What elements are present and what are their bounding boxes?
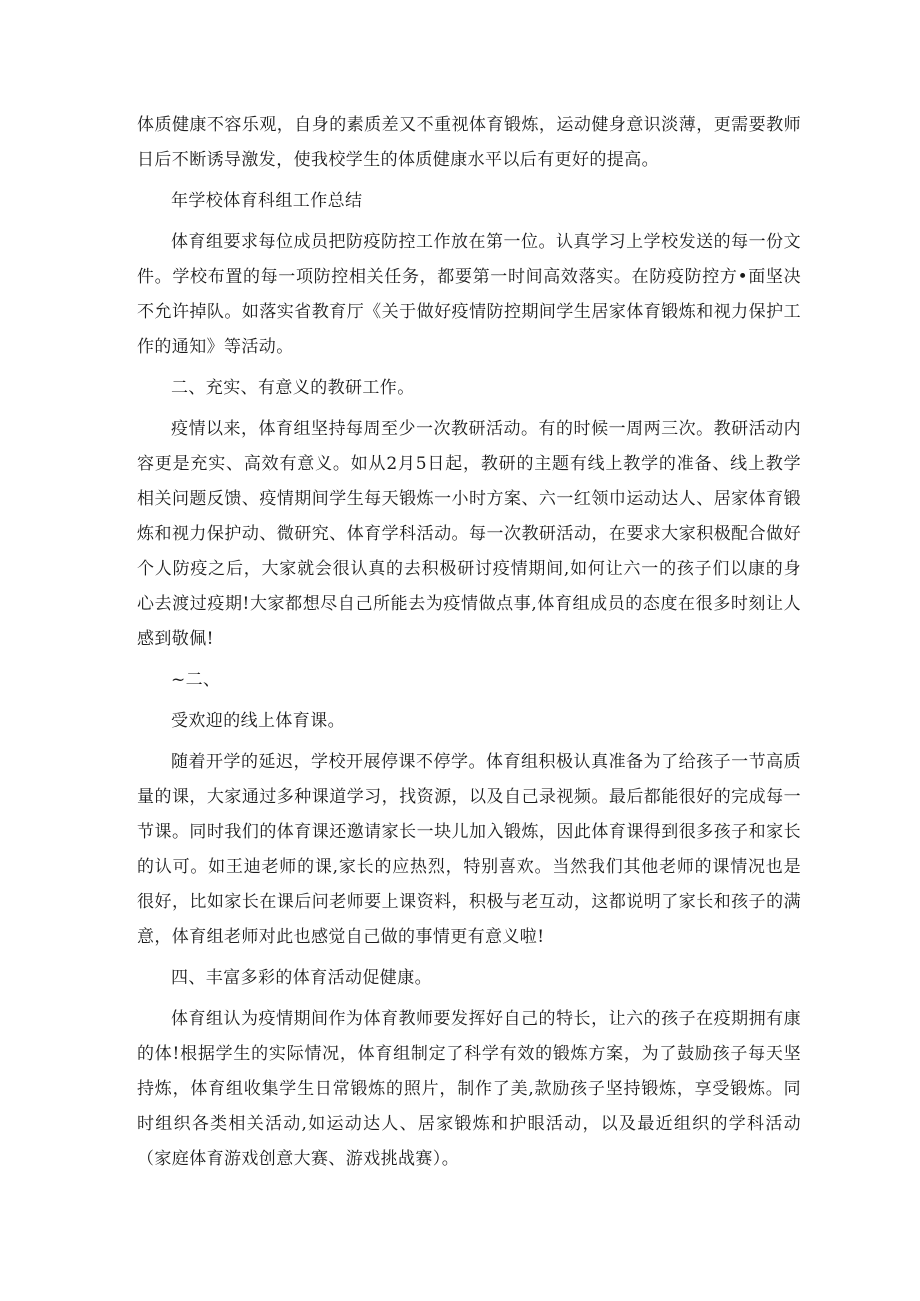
- paragraph-continuation: 体质健康不容乐观，自身的素质差又不重视体育锻炼，运动健身意识淡薄，更需要教师日后不断诱导激发，使我校学生的体质健康水平以后有更好的提高。: [137, 115, 801, 170]
- paragraph-online-class: 随着开学的延迟，学校开展停课不停学。体育组积极认真准备为了给孩子一节高质量的课，大家通过多种课道学习，找资源，以及自己录视频。最后都能很好的完成每一节课。同时我们的体育课还邀请家长一块儿加入锻炼，因此体育课得到很多孩子和家长的认可。如王迪老师的课,家长的应热烈，特别喜欢。当然我们其他老师的课情况也是很好，比如家长在课后问老师要上课资料，积极与老互动，这都说明了家长和孩子的满意，体育组老师对此也感觉自己做的事情更有意义啦!: [137, 752, 801, 947]
- document-body: [137, 108, 801, 1183]
- paragraph-activities: 体育组认为疫情期间作为体育教师要发挥好自己的特长，让六的孩子在疫期拥有康的体!根据学生的实际情况，体育组制定了科学有效的锻炼方案，为了鼓励孩子每天坚持炼，体育组收集学生日常锻炼的照片，制作了美,款励孩子坚持锻炼，享受锻炼。同时组织各类相关活动,如运动达人、居家锻炼和护眼活动，以及最近组织的学科活动（家庭体育游戏创意大赛、游戏挑战赛）。: [137, 1009, 801, 1169]
- section-heading-4: 四、丰富多彩的体育活动促健康。: [171, 968, 432, 988]
- section-heading-2: 二、充实、有意义的教研工作。: [171, 378, 415, 398]
- paragraph-prevention: 体育组要求每位成员把防疫防控工作放在第一位。认真学习上学校发送的每一份文件。学校布置的每一项防控相关任务，都要第一时间高效落实。在防疫防控方•面坚决不允许掉队。如落实省教育厅《关于做好疫情防控期间学生居家体育锻炼和视力保护工作的通知》等活动。: [137, 232, 801, 357]
- paragraph-research: 疫情以来，体育组坚持每周至少一次教研活动。有的时候一周两三次。教研活动内容更是充实、高效有意义。如从2月5日起，教研的主题有线上教学的准备、线上教学相关问题反馈、疫情期间学生每天锻炼一小时方案、六一红领巾运动达人、居家体育锻炼和视力保护动、微研究、体育学科活动。每一次教研活动，在要求大家积极配合做好个人防疫之后，大家就会很认真的去积极研讨疫情期间,如何让六一的孩子们以康的身心去渡过疫期!大家都想尽自己所能去为疫情做点事,体育组成员的态度在很多时刻让人感到敬佩!: [137, 419, 801, 649]
- section-number-3: ~二、: [171, 670, 221, 690]
- section-heading-3: 受欢迎的线上体育课。: [171, 711, 345, 731]
- section-title: 年学校体育科组工作总结: [171, 191, 363, 211]
